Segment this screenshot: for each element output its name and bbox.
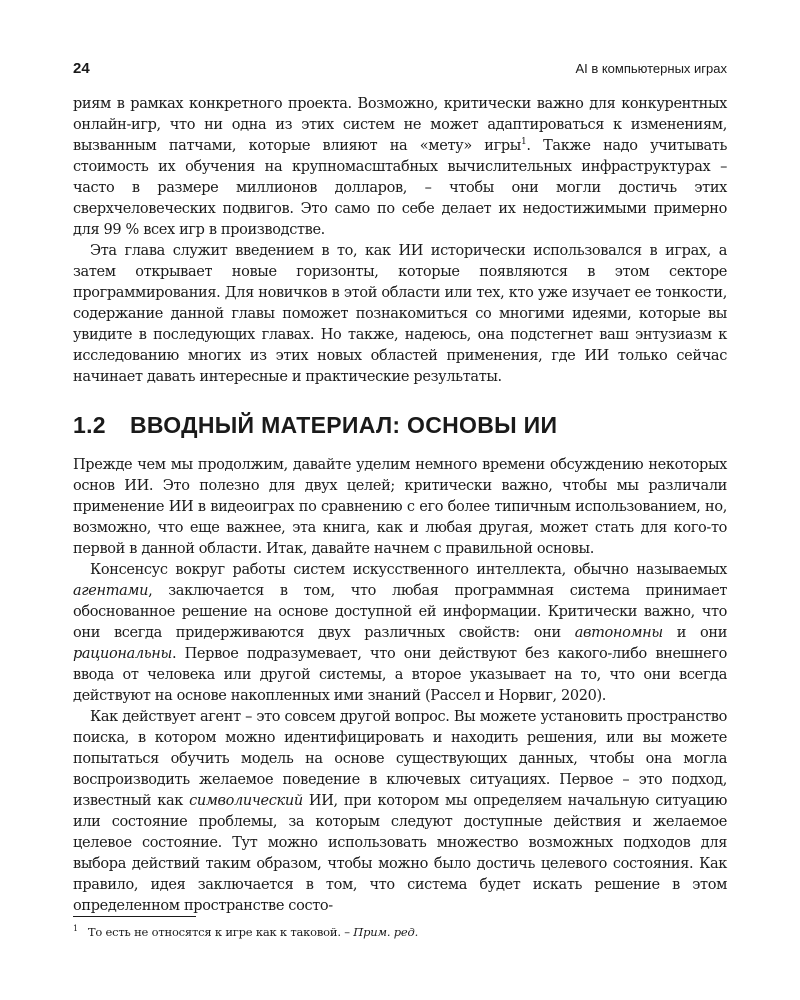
footnote-marker: 1 [73, 924, 78, 933]
intro-text-block [73, 94, 727, 388]
paragraph [73, 560, 727, 707]
paragraph-text: . Первое подразумевает, что они действуют без какого-либо внешнего ввода от человека или другой системы, а второе указывает на то, что они всегда действуют на основе накопленных ими знаний (Рассел и Норвиг, 2020). [73, 646, 727, 704]
paragraph [73, 94, 727, 241]
paragraph-text: Консенсус вокруг работы систем искусственного интеллекта, обычно называемых [90, 562, 727, 578]
footnote-text: То есть не относятся к игре как к таковой. – [87, 924, 354, 939]
footnote-reference: 1 [520, 137, 527, 148]
running-title: AI в компьютерных играх [575, 61, 727, 76]
paragraph: Прежде чем мы продолжим, давайте уделим немного времени обсуждению некоторых основ ИИ. Это полезно для двух целей; критически важно, чтобы мы различали применение ИИ в видеоиграх по сравнению с его более типичным использованием, но, возможно, что еще важнее, эта книга, как и любая другая, может стать для кого-то первой в данной области. Итак, давайте начнем с правильной основы. [73, 457, 727, 557]
paragraph: Эта глава служит введением в то, как ИИ исторически использовался в играх, а затем открывает новые горизонты, которые появляются в этом секторе программирования. Для новичков в этой области или тех, кто уже изучает ее тонкости, содержание данной главы поможет познакомиться со многими идеями, которые вы увидите в последующих главах. Но также, надеюсь, она подстегнет ваш энтузиазм к исследованию многих из этих новых областей применения, где ИИ только сейчас начинает давать интересные и практические результаты. [73, 243, 727, 385]
page-number: 24 [73, 60, 90, 77]
italic-term: рациональны [73, 646, 172, 662]
paragraph-text: Как действует агент – это совсем другой вопрос. Вы можете установить пространство поиска, в котором можно идентифицировать и находить решения, или вы можете попытаться обучить модель на основе существующих данных, чтобы она могла воспроизводить желаемое поведение в ключевых ситуациях. Первое – это подход, известный как [73, 709, 727, 809]
footnote-editor-note: Прим. ред. [353, 924, 419, 939]
paragraph-text: риям в рамках конкретного проекта. Возможно, критически важно для конкурентных онлайн-игр, что ни одна из этих систем не может адаптироваться к изменениям, вызванным патчами, которые влияют на «мету» игры [73, 96, 727, 154]
section-heading [73, 412, 557, 439]
italic-term: символический [189, 793, 303, 809]
paragraph-text: ИИ, при котором мы определяем начальную ситуацию или состояние проблемы, за которым следуют доступные действия и желаемое целевое состояние. Тут можно использовать множество возможных подходов для выбора действий таким образом, чтобы можно было достичь целевого состояния. Как правило, идея заключается в том, что система будет искать решение в этом определенном пространстве состо- [73, 793, 727, 914]
section-title: ВВОДНЫЙ МАТЕРИАЛ: ОСНОВЫ ИИ [130, 412, 558, 438]
page-header [73, 60, 727, 82]
paragraph [73, 707, 727, 917]
section-text-block [73, 455, 727, 917]
footnote [73, 924, 418, 939]
section-number: 1.2 [73, 412, 106, 438]
paragraph-text: и они [662, 625, 728, 641]
footnote-divider [73, 916, 196, 917]
paragraph-text: , заключается в том, что любая программная система принимает обоснованное решение на основе доступной ей информации. Критически важно, что они всегда придерживаются двух различных свойств: они [73, 583, 727, 641]
italic-term: автономны [574, 625, 663, 641]
italic-term: агентами [73, 583, 149, 599]
paragraph-text: . Также надо учитывать стоимость их обучения на крупномасштабных вычислительных инфраструктурах – часто в размере миллионов долларов, – чтобы они могли достичь этих сверхчеловеческих подвигов. Это само по себе делает их недостижимыми примерно для 99 % всех игр в производстве. [73, 138, 727, 238]
